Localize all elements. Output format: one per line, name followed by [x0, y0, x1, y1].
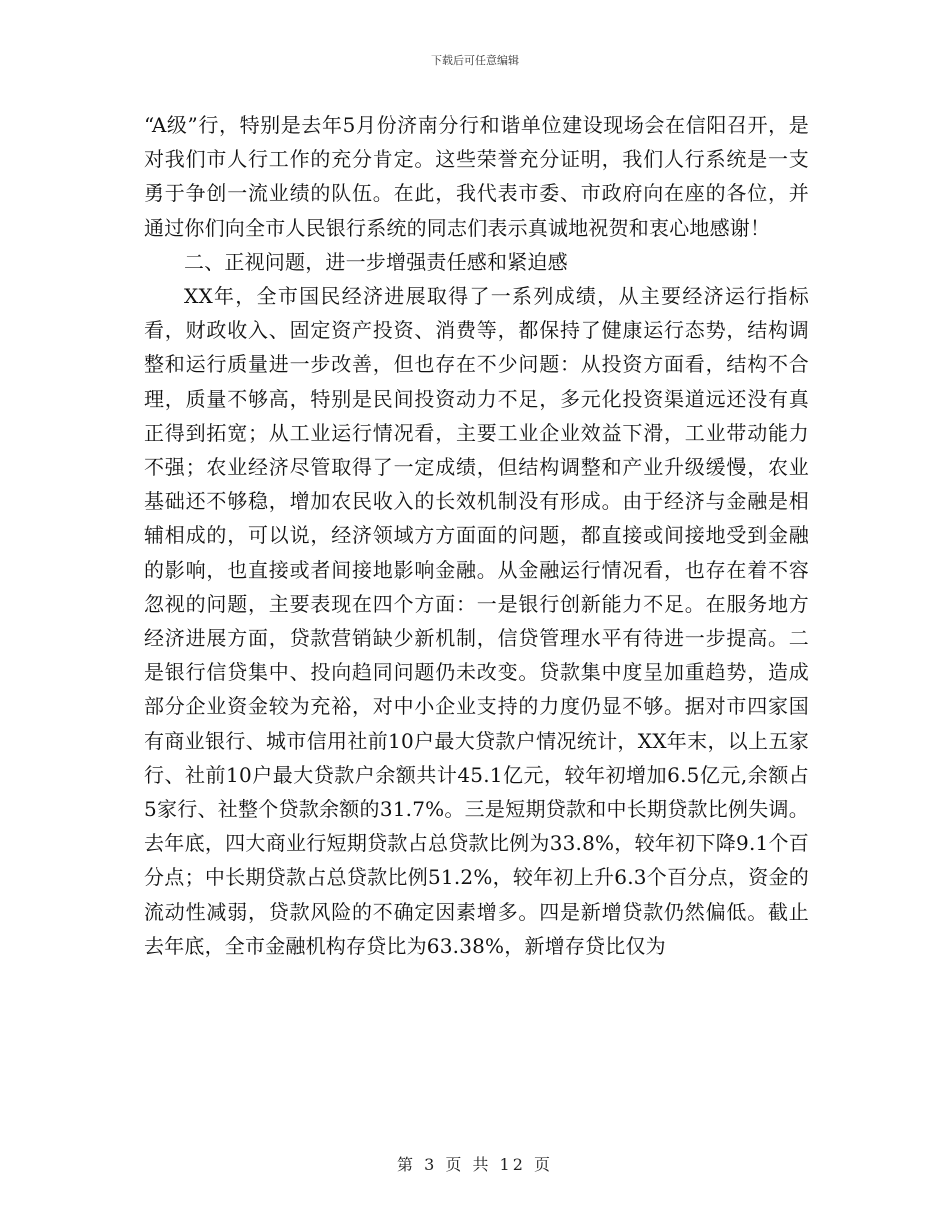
page-header: 下载后可任意编辑: [431, 54, 519, 67]
paragraph-continuation: “A级”行，特别是去年5月份济南分行和谐单位建设现场会在信阳召开，是对我们市人行工作的充分肯定。这些荣誉充分证明，我们人行系统是一支勇于争创一流业绩的队伍。在此，我代表市委、市政府向在座的各位，并通过你们向全市人民银行系统的同志们表示真诚地祝贺和衷心地感谢！: [144, 113, 809, 240]
document-body: [144, 108, 809, 963]
page-footer: 第 3 页 共 12 页: [397, 1155, 553, 1174]
section-heading: 二、正视问题，进一步增强责任感和紧迫感: [184, 249, 568, 274]
paragraph-main: XX年，全市国民经济进展取得了一系列成绩，从主要经济运行指标看，财政收入、固定资产投资、消费等，都保持了健康运行态势，结构调整和运行质量进一步改善，但也存在不少问题：从投资方面看，结构不合理，质量不够高，特别是民间投资动力不足，多元化投资渠道远还没有真正得到拓宽；从工业运行情况看，主要工业企业效益下滑，工业带动能力不强；农业经济尽管取得了一定成绩，但结构调整和产业升级缓慢，农业基础还不够稳，增加农民收入的长效机制没有形成。由于经济与金融是相辅相成的，可以说，经济领域方方面面的问题，都直接或间接地受到金融的影响，也直接或者间接地影响金融。从金融运行情况看，也存在着不容忽视的问题，主要表现在四个方面：一是银行创新能力不足。在服务地方经济进展方面，贷款营销缺少新机制，信贷管理水平有待进一步提高。二是银行信贷集中、投向趋同问题仍未改变。贷款集中度呈加重趋势，造成部分企业资金较为充裕，对中小企业支持的力度仍显不够。据对市四家国有商业银行、城市信用社前10户最大贷款户情况统计，XX年末，以上五家行、社前10户最大贷款户余额共计45.1亿元，较年初增加6.5亿元,余额占5家行、社整个贷款余额的31.7%。三是短期贷款和中长期贷款比例失调。去年底，四大商业行短期贷款占总贷款比例为33.8%，较年初下降9.1个百分点；中长期贷款占总贷款比例51.2%，较年初上升6.3个百分点，资金的流动性减弱，贷款风险的不确定因素增多。四是新增贷款仍然偏低。截止去年底，全市金融机构存贷比为63.38%，新增存贷比仅为: [144, 284, 809, 958]
